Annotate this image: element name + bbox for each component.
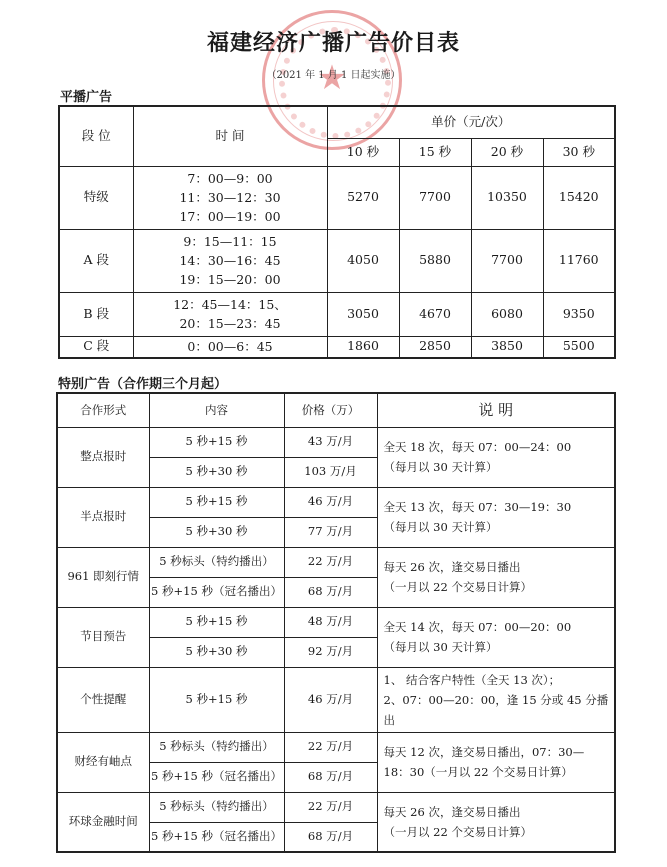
segment-cell: B 段 [59, 292, 133, 336]
price-cell: 5270 [327, 166, 399, 229]
notes-cell [377, 607, 615, 667]
note-line: 1、 结合客户特性（全天 13 次）； [383, 672, 561, 687]
content-cell: 5 秒+15 秒（冠名播出） [149, 762, 284, 792]
time-cell [133, 166, 327, 229]
cooperation-form: 个性提醒 [57, 667, 149, 732]
notes-cell [377, 732, 615, 792]
content-cell: 5 秒+30 秒 [149, 637, 284, 667]
content-cell: 5 秒+15 秒 [149, 667, 284, 732]
header-form: 合作形式 [57, 393, 149, 427]
content-cell: 5 秒标头（特约播出） [149, 792, 284, 822]
table-row [57, 667, 615, 732]
price-cell: 9350 [543, 292, 615, 336]
content-cell: 5 秒+15 秒 [149, 607, 284, 637]
price-cell: 1860 [327, 336, 399, 358]
price-cell: 11760 [543, 229, 615, 292]
price-cell: 68 万/月 [284, 577, 377, 607]
segment-cell: 特级 [59, 166, 133, 229]
content-cell: 5 秒标头（特约播出） [149, 732, 284, 762]
special-ad-price-table [56, 392, 616, 853]
notes-cell [377, 667, 615, 732]
price-cell: 4670 [399, 292, 471, 336]
header-price: 价格（万） [284, 393, 377, 427]
note-line: 每天 26 次，逢交易日播出 [383, 804, 521, 819]
price-cell: 22 万/月 [284, 792, 377, 822]
price-cell: 103 万/月 [284, 457, 377, 487]
time-range: 9：15—11：15 [183, 234, 277, 249]
cooperation-form: 半点报时 [57, 487, 149, 547]
note-line: 每天 26 次，逢交易日播出 [383, 560, 521, 574]
header-time: 时 间 [133, 106, 327, 166]
notes-cell [377, 547, 615, 607]
seal-star-icon: ★ [316, 58, 348, 98]
table-row [57, 732, 615, 762]
section-title-regular: 平播广告 [60, 90, 113, 105]
notes-cell [377, 792, 615, 852]
content-cell: 5 秒+15 秒 [149, 427, 284, 457]
price-cell: 15420 [543, 166, 615, 229]
price-cell: 68 万/月 [284, 762, 377, 792]
note-line: 2、07：00—20：00，逢 15 分或 45 分播出 [383, 692, 609, 727]
table-row [57, 487, 615, 517]
table-row [59, 166, 615, 229]
header-notes: 说 明 [377, 393, 615, 427]
price-cell: 5500 [543, 336, 615, 358]
price-cell: 46 万/月 [284, 487, 377, 517]
price-cell: 48 万/月 [284, 607, 377, 637]
page-title: 福建经济广播广告价目表 [206, 31, 460, 56]
price-cell: 3050 [327, 292, 399, 336]
table-row [59, 336, 615, 358]
price-cell: 7700 [471, 229, 543, 292]
price-cell: 92 万/月 [284, 637, 377, 667]
note-line: （一月以 22 个交易日计算） [383, 824, 532, 839]
content-cell: 5 秒+15 秒（冠名播出） [149, 577, 284, 607]
time-cell [133, 292, 327, 336]
time-range: 19：15—20：00 [179, 272, 281, 287]
cooperation-form: 节目预告 [57, 607, 149, 667]
cooperation-form: 财经有岫点 [57, 732, 149, 792]
time-range: 11：30—12：30 [179, 190, 281, 205]
price-cell: 22 万/月 [284, 732, 377, 762]
time-range: 17：00—19：00 [179, 209, 281, 224]
content-cell: 5 秒+30 秒 [149, 517, 284, 547]
note-line: 每天 12 次，逢交易日播出，07：30—18：30（一月以 22 个交易日计算） [383, 745, 585, 779]
price-cell: 7700 [399, 166, 471, 229]
table-row [59, 292, 615, 336]
time-range: 12：45—14：15、 [173, 297, 287, 312]
header-duration: 15 秒 [399, 138, 471, 166]
table-row [57, 792, 615, 822]
price-cell: 43 万/月 [284, 427, 377, 457]
header-content: 内容 [149, 393, 284, 427]
price-cell: 3850 [471, 336, 543, 358]
content-cell: 5 秒+15 秒 [149, 487, 284, 517]
time-range: 20：15—23：45 [179, 316, 281, 331]
segment-cell: C 段 [59, 336, 133, 358]
cooperation-form: 961 即刻行情 [57, 547, 149, 607]
price-cell: 68 万/月 [284, 822, 377, 852]
cooperation-form: 环球金融时间 [57, 792, 149, 852]
header-unit-price: 单价（元/次） [327, 106, 615, 138]
header-segment: 段 位 [59, 106, 133, 166]
content-cell: 5 秒+15 秒（冠名播出） [149, 822, 284, 852]
time-range: 0：00—6：45 [187, 339, 273, 355]
effective-date: （2021 年 1 月 1 日起实施） [266, 70, 401, 81]
price-cell: 5880 [399, 229, 471, 292]
price-cell: 77 万/月 [284, 517, 377, 547]
time-range: 7：00—9：00 [187, 171, 273, 186]
note-line: （一月以 22 个交易日计算） [383, 580, 532, 594]
table-row [57, 607, 615, 637]
note-line: （每月以 30 天计算） [383, 520, 498, 534]
time-range: 14：30—16：45 [179, 253, 281, 268]
time-cell [133, 229, 327, 292]
note-line: （每月以 30 天计算） [383, 460, 498, 474]
price-cell: 6080 [471, 292, 543, 336]
header-duration: 20 秒 [471, 138, 543, 166]
price-cell: 4050 [327, 229, 399, 292]
table-row [57, 547, 615, 577]
header-duration: 10 秒 [327, 138, 399, 166]
table-row [59, 229, 615, 292]
price-cell: 22 万/月 [284, 547, 377, 577]
content-cell: 5 秒+30 秒 [149, 457, 284, 487]
regular-ad-price-table [58, 105, 616, 359]
header-duration: 30 秒 [543, 138, 615, 166]
note-line: 全天 14 次，每天 07：00—20：00 [383, 620, 572, 634]
cooperation-form: 整点报时 [57, 427, 149, 487]
price-cell: 46 万/月 [284, 667, 377, 732]
table-row [57, 427, 615, 457]
time-cell [133, 336, 327, 358]
notes-cell [377, 427, 615, 487]
segment-cell: A 段 [59, 229, 133, 292]
note-line: （每月以 30 天计算） [383, 640, 498, 654]
section-title-special: 特别广告（合作期三个月起） [58, 377, 228, 392]
notes-cell [377, 487, 615, 547]
note-line: 全天 18 次，每天 07：00—24：00 [383, 440, 572, 454]
note-line: 全天 13 次，每天 07：30—19：30 [383, 500, 572, 514]
price-cell: 2850 [399, 336, 471, 358]
content-cell: 5 秒标头（特约播出） [149, 547, 284, 577]
price-cell: 10350 [471, 166, 543, 229]
